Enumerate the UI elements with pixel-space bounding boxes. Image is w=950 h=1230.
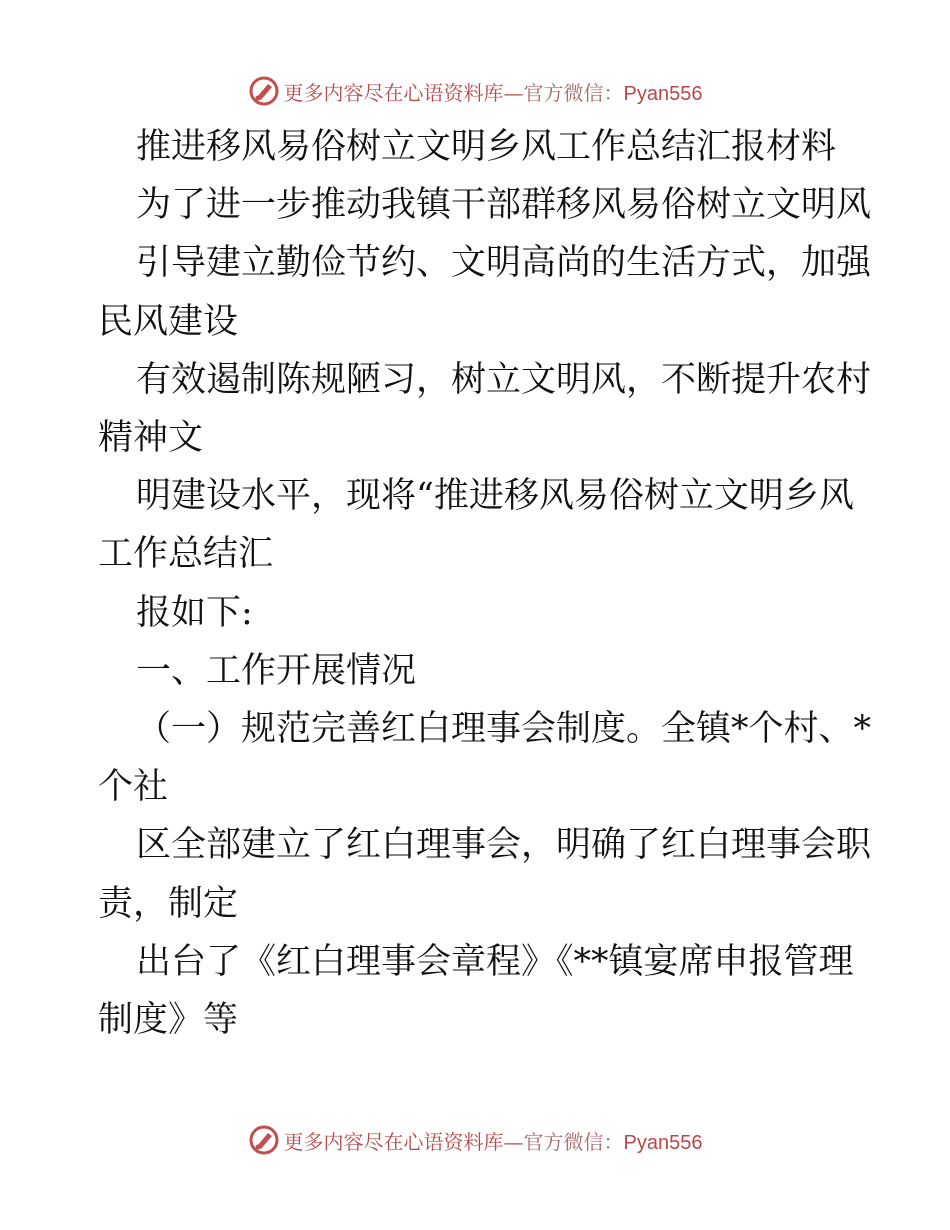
body-line: 引导建立勤俭节约、文明高尚的生活方式，加强 (136, 243, 872, 284)
body-line: 精神文 (98, 418, 204, 459)
body-line: 责，制定 (98, 883, 239, 924)
pen-logo-icon (248, 1124, 280, 1156)
banner-wechat-id: Pyan556 (623, 1131, 703, 1154)
body-line: 民风建设 (98, 301, 239, 342)
body-line: （一）规范完善红白理事会制度。全镇*个村、* (136, 709, 872, 750)
body-line: 报如下: (136, 592, 253, 633)
section-heading: 一、工作开展情况 (136, 650, 417, 691)
body-line: 有效遏制陈规陋习，树立文明风，不断提升农村 (136, 359, 872, 400)
banner-main-text: 更多内容尽在心语资料库 (283, 80, 504, 105)
banner-wechat-label: 官方微信： (523, 1129, 624, 1154)
header-banner (0, 71, 950, 111)
banner-dash: — (503, 80, 524, 105)
pen-logo-icon (248, 75, 280, 107)
document-body (98, 118, 872, 1049)
footer-banner (0, 1120, 950, 1160)
body-line: 工作总结汇 (98, 534, 274, 575)
banner-wechat-id: Pyan556 (623, 82, 703, 105)
banner-dash: — (503, 1129, 524, 1154)
body-line: 明建设水平，现将“推进移风易俗树立文明乡风 (136, 476, 854, 517)
banner-main-text: 更多内容尽在心语资料库 (283, 1129, 504, 1154)
body-line: 制度》等 (98, 1000, 239, 1041)
body-line: 出台了《红白理事会章程》《**镇宴席申报管理 (136, 941, 854, 982)
body-line: 个社 (98, 767, 169, 808)
body-line: 区全部建立了红白理事会，明确了红白理事会职 (136, 825, 872, 866)
doc-title: 推进移风易俗树立文明乡风工作总结汇报材料 (136, 127, 837, 167)
body-line: 为了进一步推动我镇干部群移风易俗树立文明风 (136, 185, 872, 226)
banner-wechat-label: 官方微信： (523, 80, 624, 105)
